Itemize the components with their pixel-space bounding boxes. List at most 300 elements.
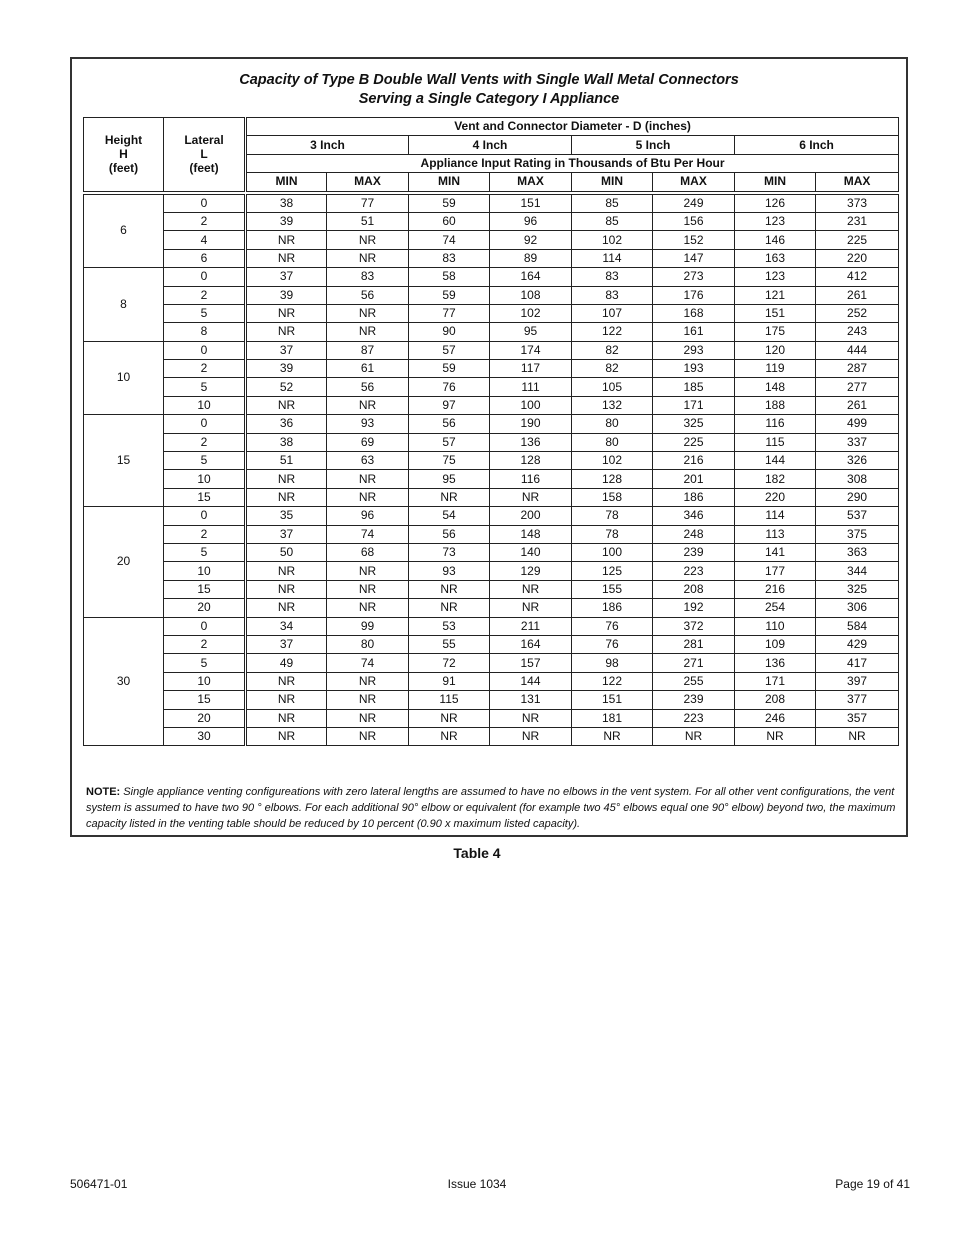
capacity-cell: 83 (327, 268, 409, 286)
capacity-cell: 95 (490, 323, 572, 341)
size-header-5in: 5 Inch (572, 136, 735, 154)
capacity-cell: 249 (653, 194, 735, 212)
capacity-cell: 277 (816, 378, 899, 396)
capacity-cell: 243 (816, 323, 899, 341)
lateral-header-line: L (200, 147, 208, 162)
capacity-cell: 193 (653, 360, 735, 378)
capacity-cell: 208 (653, 580, 735, 598)
lateral-cell: 0 (164, 268, 246, 286)
capacity-cell: 182 (735, 470, 816, 488)
title-line-1: Capacity of Type B Double Wall Vents with Single Wall Metal Connectors (239, 72, 739, 88)
capacity-cell: 85 (572, 194, 653, 212)
min-header: MIN (246, 173, 327, 191)
capacity-cell: 132 (572, 396, 653, 414)
capacity-cell: NR (327, 672, 409, 690)
max-header: MAX (653, 173, 735, 191)
capacity-cell: 151 (490, 194, 572, 212)
note-text: Single appliance venting configureations with zero lateral lengths are assumed to have no elbows in the vent system. For all other vent configurations, the vent system is assumed to have two 90 ° elbows. For each additional 90° elbow or equivalent (for example two 45° elbows equal one 90° elbow) beyond two, the maximum capacity listed in the venting table should be reduced by 10 percent (0.90 x maximum listed capacity). (86, 786, 896, 830)
table-row (84, 507, 899, 525)
capacity-cell: 82 (572, 341, 653, 359)
capacity-cell: 185 (653, 378, 735, 396)
capacity-cell: 37 (246, 635, 327, 653)
capacity-cell: NR (572, 727, 653, 745)
capacity-cell: 293 (653, 341, 735, 359)
capacity-cell: NR (490, 727, 572, 745)
capacity-cell: 78 (572, 525, 653, 543)
capacity-cell: 429 (816, 635, 899, 653)
height-cell: 20 (84, 507, 164, 617)
capacity-cell: 51 (327, 212, 409, 230)
capacity-cell: 76 (572, 617, 653, 635)
table-row (84, 672, 899, 690)
capacity-cell: 96 (327, 507, 409, 525)
capacity-cell: NR (327, 249, 409, 267)
lateral-cell: 10 (164, 470, 246, 488)
lateral-cell: 15 (164, 488, 246, 506)
capacity-cell: 85 (572, 212, 653, 230)
capacity-cell: NR (327, 231, 409, 249)
capacity-cell: 59 (409, 286, 490, 304)
capacity-cell: 290 (816, 488, 899, 506)
table-row (84, 488, 899, 506)
capacity-cell: 225 (653, 433, 735, 451)
capacity-cell: 74 (327, 654, 409, 672)
capacity-cell: 77 (327, 194, 409, 212)
capacity-cell: NR (490, 488, 572, 506)
capacity-cell: 122 (572, 672, 653, 690)
height-header-line: (feet) (108, 161, 139, 176)
capacity-cell: NR (409, 599, 490, 617)
capacity-cell: 37 (246, 341, 327, 359)
capacity-cell: 115 (409, 691, 490, 709)
size-header-4in: 4 Inch (409, 136, 572, 154)
capacity-cell: 77 (409, 304, 490, 322)
lateral-cell: 20 (164, 599, 246, 617)
table-row (84, 580, 899, 598)
capacity-cell: 128 (490, 452, 572, 470)
capacity-cell: 51 (246, 452, 327, 470)
capacity-cell: 373 (816, 194, 899, 212)
capacity-cell: 537 (816, 507, 899, 525)
capacity-cell: 72 (409, 654, 490, 672)
capacity-cell: 326 (816, 452, 899, 470)
capacity-cell: 239 (653, 543, 735, 561)
capacity-cell: NR (246, 488, 327, 506)
capacity-cell: NR (816, 727, 899, 745)
capacity-cell: 117 (490, 360, 572, 378)
table-frame (70, 57, 908, 837)
height-cell: 8 (84, 268, 164, 342)
capacity-cell: NR (327, 488, 409, 506)
capacity-cell: 56 (327, 378, 409, 396)
capacity-cell: 584 (816, 617, 899, 635)
table-row (84, 212, 899, 230)
table-row (84, 360, 899, 378)
capacity-cell: 261 (816, 396, 899, 414)
table-header (84, 118, 899, 192)
capacity-cell: 125 (572, 562, 653, 580)
table-row (84, 635, 899, 653)
capacity-cell: 248 (653, 525, 735, 543)
capacity-cell: 39 (246, 360, 327, 378)
capacity-cell: NR (327, 580, 409, 598)
capacity-cell: 372 (653, 617, 735, 635)
table-row (84, 268, 899, 286)
lateral-cell: 5 (164, 452, 246, 470)
capacity-cell: 56 (327, 286, 409, 304)
lateral-cell: 6 (164, 249, 246, 267)
capacity-cell: NR (246, 304, 327, 322)
capacity-cell: NR (246, 727, 327, 745)
capacity-cell: 136 (735, 654, 816, 672)
capacity-cell: 87 (327, 341, 409, 359)
capacity-cell: 49 (246, 654, 327, 672)
lateral-cell: 2 (164, 360, 246, 378)
table-row (84, 378, 899, 396)
table-row (84, 709, 899, 727)
lateral-cell: 0 (164, 617, 246, 635)
table-note (86, 784, 898, 832)
lateral-header-line: Lateral (184, 133, 224, 148)
capacity-cell: 115 (735, 433, 816, 451)
capacity-cell: 246 (735, 709, 816, 727)
vent-capacity-table (83, 117, 899, 746)
capacity-cell: 56 (409, 525, 490, 543)
max-header: MAX (816, 173, 899, 191)
capacity-cell: 39 (246, 286, 327, 304)
capacity-cell: 181 (572, 709, 653, 727)
capacity-cell: 59 (409, 360, 490, 378)
capacity-cell: 136 (490, 433, 572, 451)
capacity-cell: NR (246, 709, 327, 727)
capacity-cell: 96 (490, 212, 572, 230)
capacity-cell: 35 (246, 507, 327, 525)
lateral-cell: 15 (164, 580, 246, 598)
lateral-header (164, 118, 246, 192)
lateral-cell: 0 (164, 507, 246, 525)
capacity-cell: 83 (572, 268, 653, 286)
max-header: MAX (490, 173, 572, 191)
lateral-cell: 15 (164, 691, 246, 709)
capacity-cell: 102 (572, 231, 653, 249)
capacity-cell: 171 (735, 672, 816, 690)
height-cell: 10 (84, 341, 164, 415)
capacity-cell: 123 (735, 212, 816, 230)
capacity-cell: 109 (735, 635, 816, 653)
capacity-cell: 151 (735, 304, 816, 322)
capacity-cell: 59 (409, 194, 490, 212)
capacity-cell: 38 (246, 194, 327, 212)
capacity-cell: 231 (816, 212, 899, 230)
capacity-cell: 177 (735, 562, 816, 580)
table-row (84, 543, 899, 561)
capacity-cell: 80 (327, 635, 409, 653)
lateral-cell: 10 (164, 672, 246, 690)
capacity-cell: 105 (572, 378, 653, 396)
capacity-cell: NR (246, 672, 327, 690)
height-cell: 30 (84, 617, 164, 746)
lateral-header-line: (feet) (189, 161, 219, 176)
capacity-cell: 417 (816, 654, 899, 672)
table-row (84, 654, 899, 672)
capacity-cell: 36 (246, 415, 327, 433)
title-line-2: Serving a Single Category I Appliance (358, 91, 620, 107)
capacity-cell: 74 (409, 231, 490, 249)
capacity-cell: 61 (327, 360, 409, 378)
capacity-cell: 271 (653, 654, 735, 672)
capacity-cell: 91 (409, 672, 490, 690)
capacity-cell: 254 (735, 599, 816, 617)
min-header: MIN (572, 173, 653, 191)
capacity-cell: NR (246, 691, 327, 709)
capacity-cell: 114 (735, 507, 816, 525)
lateral-cell: 5 (164, 304, 246, 322)
capacity-cell: 55 (409, 635, 490, 653)
capacity-cell: 147 (653, 249, 735, 267)
capacity-cell: 220 (816, 249, 899, 267)
capacity-cell: 73 (409, 543, 490, 561)
capacity-cell: NR (327, 727, 409, 745)
capacity-cell: 39 (246, 212, 327, 230)
capacity-cell: 78 (572, 507, 653, 525)
capacity-cell: 57 (409, 341, 490, 359)
capacity-cell: 190 (490, 415, 572, 433)
capacity-cell: 144 (490, 672, 572, 690)
table-row (84, 249, 899, 267)
capacity-cell: NR (327, 691, 409, 709)
table-row (84, 304, 899, 322)
capacity-cell: 168 (653, 304, 735, 322)
capacity-cell: 58 (409, 268, 490, 286)
table-caption: Table 4 (453, 845, 501, 861)
capacity-cell: 163 (735, 249, 816, 267)
capacity-cell: 377 (816, 691, 899, 709)
capacity-cell: 76 (572, 635, 653, 653)
table-row (84, 231, 899, 249)
table-row (84, 691, 899, 709)
capacity-cell: 148 (490, 525, 572, 543)
capacity-cell: 186 (653, 488, 735, 506)
capacity-cell: 89 (490, 249, 572, 267)
capacity-cell: 216 (653, 452, 735, 470)
capacity-cell: 82 (572, 360, 653, 378)
capacity-cell: NR (490, 599, 572, 617)
capacity-cell: 102 (490, 304, 572, 322)
capacity-cell: 50 (246, 543, 327, 561)
capacity-cell: 52 (246, 378, 327, 396)
capacity-cell: 363 (816, 543, 899, 561)
capacity-cell: 83 (572, 286, 653, 304)
capacity-cell: 37 (246, 268, 327, 286)
capacity-cell: 90 (409, 323, 490, 341)
capacity-cell: NR (246, 599, 327, 617)
lateral-cell: 4 (164, 231, 246, 249)
lateral-cell: 2 (164, 635, 246, 653)
capacity-cell: NR (246, 396, 327, 414)
capacity-cell: 186 (572, 599, 653, 617)
capacity-cell: 100 (490, 396, 572, 414)
table-row (84, 415, 899, 433)
table-row (84, 194, 899, 212)
capacity-cell: NR (653, 727, 735, 745)
capacity-cell: 225 (816, 231, 899, 249)
capacity-cell: 54 (409, 507, 490, 525)
max-header: MAX (327, 173, 409, 191)
capacity-cell: 200 (490, 507, 572, 525)
size-header-6in: 6 Inch (735, 136, 899, 154)
capacity-cell: 158 (572, 488, 653, 506)
capacity-cell: 287 (816, 360, 899, 378)
capacity-cell: 131 (490, 691, 572, 709)
lateral-cell: 30 (164, 727, 246, 745)
footer-doc-number: 506471-01 (70, 1177, 128, 1191)
table-row (84, 341, 899, 359)
lateral-cell: 5 (164, 543, 246, 561)
capacity-cell: 97 (409, 396, 490, 414)
table-row (84, 562, 899, 580)
capacity-cell: NR (327, 599, 409, 617)
capacity-cell: 337 (816, 433, 899, 451)
table-row (84, 617, 899, 635)
capacity-cell: NR (327, 562, 409, 580)
capacity-cell: 53 (409, 617, 490, 635)
capacity-cell: NR (246, 231, 327, 249)
capacity-cell: 80 (572, 415, 653, 433)
capacity-cell: 120 (735, 341, 816, 359)
min-header: MIN (409, 173, 490, 191)
capacity-cell: 121 (735, 286, 816, 304)
capacity-cell: 157 (490, 654, 572, 672)
capacity-cell: 308 (816, 470, 899, 488)
capacity-cell: 223 (653, 709, 735, 727)
capacity-cell: 164 (490, 268, 572, 286)
capacity-cell: NR (327, 470, 409, 488)
lateral-cell: 0 (164, 415, 246, 433)
capacity-cell: 76 (409, 378, 490, 396)
footer-page-number: Page 19 of 41 (835, 1177, 910, 1191)
height-cell: 6 (84, 194, 164, 268)
lateral-cell: 5 (164, 654, 246, 672)
height-cell: 15 (84, 415, 164, 507)
capacity-cell: 126 (735, 194, 816, 212)
lateral-cell: 2 (164, 433, 246, 451)
table-row (84, 323, 899, 341)
capacity-cell: NR (409, 727, 490, 745)
capacity-cell: 113 (735, 525, 816, 543)
capacity-cell: 155 (572, 580, 653, 598)
capacity-cell: 412 (816, 268, 899, 286)
capacity-cell: 152 (653, 231, 735, 249)
lateral-cell: 0 (164, 194, 246, 212)
height-header-line: H (119, 147, 128, 162)
capacity-cell: 325 (816, 580, 899, 598)
capacity-cell: 111 (490, 378, 572, 396)
capacity-cell: 60 (409, 212, 490, 230)
size-header-3in: 3 Inch (246, 136, 409, 154)
lateral-cell: 2 (164, 525, 246, 543)
note-label: NOTE: (86, 786, 121, 798)
table-row (84, 433, 899, 451)
lateral-cell: 10 (164, 396, 246, 414)
capacity-cell: 164 (490, 635, 572, 653)
capacity-cell: NR (327, 396, 409, 414)
capacity-cell: 92 (490, 231, 572, 249)
lateral-cell: 2 (164, 212, 246, 230)
capacity-cell: 255 (653, 672, 735, 690)
capacity-cell: 95 (409, 470, 490, 488)
height-header-line: Height (104, 133, 143, 148)
capacity-cell: 151 (572, 691, 653, 709)
capacity-cell: 201 (653, 470, 735, 488)
capacity-cell: NR (490, 709, 572, 727)
footer-issue: Issue 1034 (447, 1177, 507, 1191)
capacity-cell: 375 (816, 525, 899, 543)
capacity-cell: 99 (327, 617, 409, 635)
capacity-cell: 123 (735, 268, 816, 286)
capacity-cell: 325 (653, 415, 735, 433)
capacity-cell: 34 (246, 617, 327, 635)
capacity-cell: 116 (490, 470, 572, 488)
capacity-cell: 252 (816, 304, 899, 322)
capacity-cell: 102 (572, 452, 653, 470)
lateral-cell: 8 (164, 323, 246, 341)
capacity-cell: 116 (735, 415, 816, 433)
capacity-cell: 56 (409, 415, 490, 433)
capacity-cell: 148 (735, 378, 816, 396)
capacity-cell: 444 (816, 341, 899, 359)
capacity-cell: 57 (409, 433, 490, 451)
capacity-cell: 93 (327, 415, 409, 433)
capacity-cell: 211 (490, 617, 572, 635)
capacity-cell: NR (327, 304, 409, 322)
capacity-cell: 174 (490, 341, 572, 359)
capacity-cell: 122 (572, 323, 653, 341)
capacity-cell: 38 (246, 433, 327, 451)
capacity-cell: 146 (735, 231, 816, 249)
capacity-cell: 110 (735, 617, 816, 635)
table-body (84, 191, 899, 746)
capacity-cell: 239 (653, 691, 735, 709)
capacity-cell: 357 (816, 709, 899, 727)
capacity-cell: 175 (735, 323, 816, 341)
capacity-cell: 63 (327, 452, 409, 470)
capacity-cell: 273 (653, 268, 735, 286)
capacity-cell: 499 (816, 415, 899, 433)
lateral-cell: 20 (164, 709, 246, 727)
capacity-cell: 140 (490, 543, 572, 561)
lateral-cell: 2 (164, 286, 246, 304)
capacity-cell: 171 (653, 396, 735, 414)
capacity-cell: 108 (490, 286, 572, 304)
capacity-cell: 216 (735, 580, 816, 598)
capacity-cell: 69 (327, 433, 409, 451)
capacity-cell: 176 (653, 286, 735, 304)
table-row (84, 286, 899, 304)
table-row (84, 452, 899, 470)
capacity-cell: 261 (816, 286, 899, 304)
capacity-cell: 114 (572, 249, 653, 267)
capacity-cell: NR (327, 323, 409, 341)
table-row (84, 396, 899, 414)
capacity-cell: 98 (572, 654, 653, 672)
capacity-cell: NR (246, 323, 327, 341)
height-header (84, 118, 164, 192)
capacity-cell: 192 (653, 599, 735, 617)
capacity-cell: NR (409, 709, 490, 727)
lateral-cell: 0 (164, 341, 246, 359)
capacity-cell: 68 (327, 543, 409, 561)
capacity-cell: 100 (572, 543, 653, 561)
